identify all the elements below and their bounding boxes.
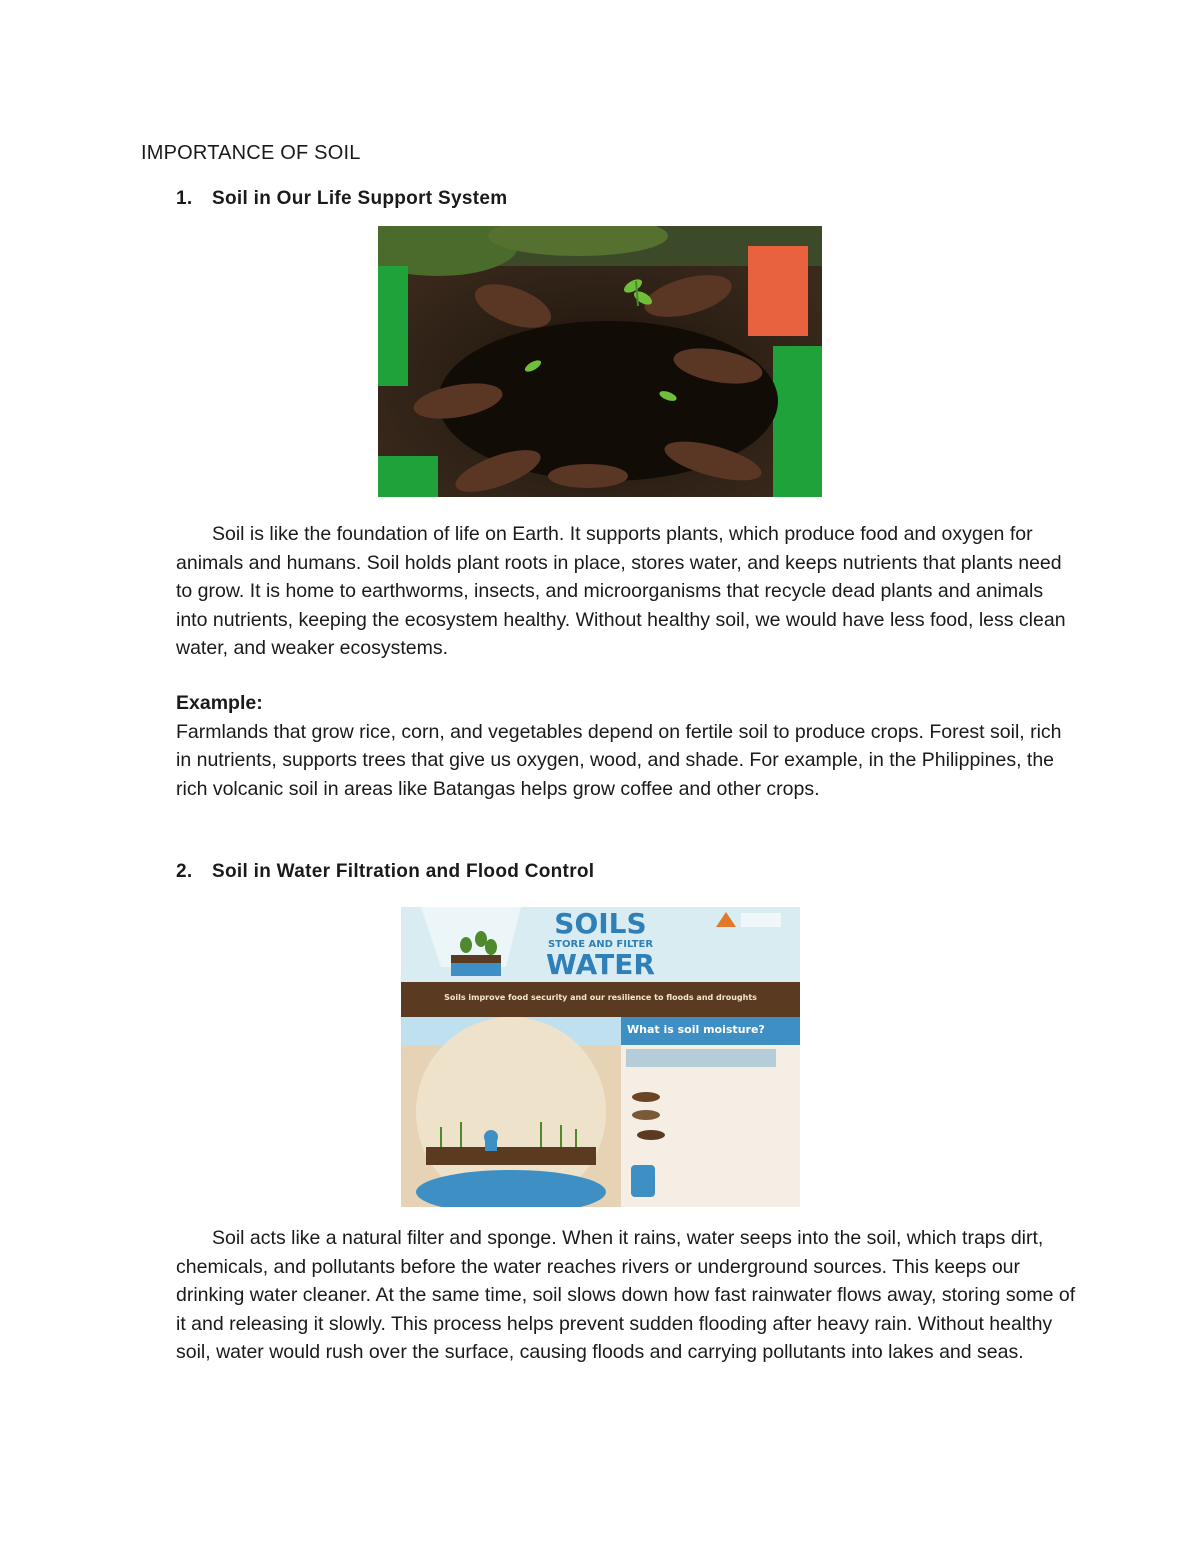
section-1-number: 1. (176, 188, 193, 209)
example-label: Example: (176, 692, 263, 714)
section-2-body (176, 1224, 1076, 1367)
infographic-title-store-filter: STORE AND FILTER (547, 939, 654, 950)
infographic-banner: Soils improve food security and our resilience to floods and droughts (444, 993, 757, 1002)
section-1-heading-text: Soil in Our Life Support System (212, 188, 508, 209)
section-2-number: 2. (176, 861, 193, 882)
infographic-title-water: WATER (546, 948, 655, 981)
section-1-body-text: Soil is like the foundation of life on Earth. It supports plants, which produce food and oxygen for animals and humans. Soil holds plant roots in place, stores water, and keeps nutrients that plants need to grow. It is home to earthworms, insects, and microorganisms that recycle dead plants and animals into nutrients, keeping the ecosystem healthy. Without healthy soil, we would have less food, less clean water, and weaker ecosystems. (176, 523, 1066, 660)
soils-store-filter-water-infographic (401, 907, 800, 1207)
section-2-body-text: Soil acts like a natural filter and sponge. When it rains, water seeps into the soil, which traps dirt, chemicals, and pollutants before the water reaches rivers or underground sources. This keeps our drinking water cleaner. At the same time, soil slows down how fast rainwater flows away, storing some of it and releasing it slowly. This process helps prevent sudden flooding after heavy rain. Without healthy soil, water would rush over the surface, causing floods and carrying pollutants into lakes and seas. (176, 1227, 1076, 1364)
example-body: Farmlands that grow rice, corn, and vegetables depend on fertile soil to produce crops. Forest soil, rich in nutrients, supports trees that give us oxygen, wood, and shade. For example, in the Philippines, the rich volcanic soil in areas like Batangas helps grow coffee and other crops. (176, 720, 1062, 800)
section-2-heading-text: Soil in Water Filtration and Flood Control (212, 861, 595, 882)
section-1-body (176, 520, 1076, 663)
page-title: IMPORTANCE OF SOIL (141, 142, 361, 164)
hands-holding-soil-image (378, 226, 822, 497)
infographic-title-soils: SOILS (554, 907, 647, 940)
section-1-heading (176, 188, 507, 210)
section-2-heading (176, 861, 594, 883)
infographic-panel-title: What is soil moisture? (627, 1023, 765, 1036)
section-1-example (176, 689, 1076, 803)
